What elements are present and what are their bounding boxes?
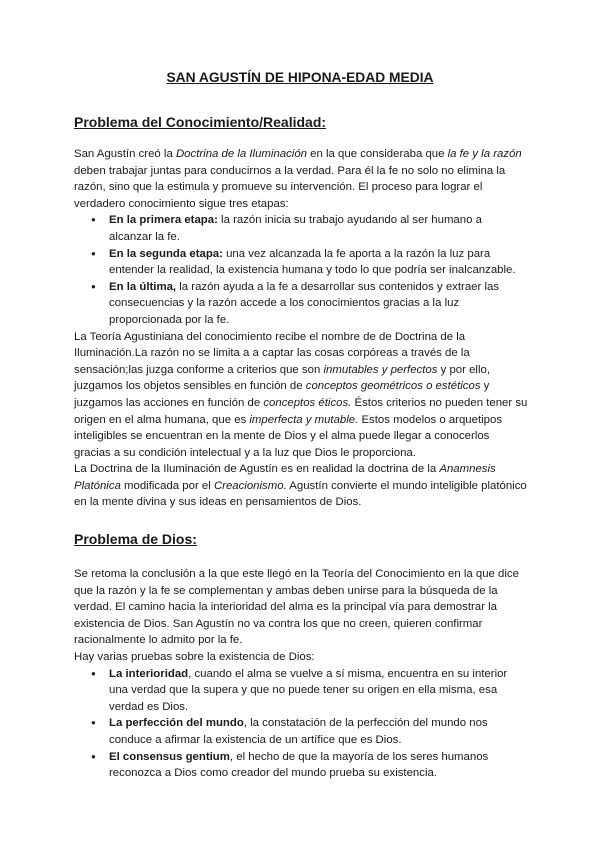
- proofs-lead: Hay varias pruebas sobre la existencia de Dios:: [74, 650, 315, 663]
- section-heading-knowledge: Problema del Conocimiento/Realidad:: [74, 114, 327, 130]
- list-item: ● El consensus gentium, el hecho de que la mayoría de los seres humanos reconozca a Dios como creador del mundo prueba su existencia.: [74, 749, 528, 782]
- document-title: SAN AGUSTÍN DE HIPONA-EDAD MEDIA: [166, 70, 434, 85]
- list-item: ● La interioridad, cuando el alma se vuelve a sí misma, encuentra en su interior una verdad que la supera y que no puede tener su origen en ella misma, esa verdad es Dios.: [74, 666, 528, 716]
- proofs-list: [74, 666, 528, 782]
- god-intro-paragraph: Se retoma la conclusión a la que este llegó en la Teoría del Conocimiento en la que dice que la razón y la fe se complementan y ambas deben unirse para la búsqueda de la verdad. El camino hacia la interioridad del alma es la principal vía para demostrar la existencia de Dios. San Agustín no va contra los que no creen, quieren confirmar racionalmente lo admito por la fe.: [74, 568, 519, 647]
- knowledge-intro-paragraph: San Agustín creó la Doctrina de la Iluminación en la que consideraba que la fe y la razón deben trabajar juntas para conducirnos a la verdad. Para él la fe no solo no elimina la razón, sino que la estimula y promueve su intervención. El proceso para lograr el verdadero conocimiento sigue tres etapas:: [74, 148, 522, 210]
- list-item: ● En la última, la razón ayuda a la fe a desarrollar sus contenidos y extraer las consecuencias y la razón accede a los conocimientos gracias a la luz proporcionada por la fe.: [74, 279, 528, 329]
- theory-paragraph: La Teoría Agustiniana del conocimiento recibe el nombre de de Doctrina de la Iluminación.La razón no se limita a a captar las cosas corpóreas a través de la sensación;las juzga conforme a criterios que son inmutables y perfectos y por ello, juzgamos los objetos sensibles en función de conceptos geométricos o estéticos y juzgamos las acciones en función de conceptos éticos. Éstos criterios no pueden tener su origen en el alma humana, que es imperfecta y mutable. Estos modelos o arquetipos inteligibles se encuentran en la mente de Dios y el alma puede llegar a conocerlos gracias a su condición intelectual y a la luz que Dios le proporciona.: [74, 330, 528, 459]
- god-section-body: [74, 566, 528, 782]
- doctrine-paragraph: La Doctrina de la Iluminación de Agustín es en realidad la doctrina de la Anamnesis Platónica modificada por el Creacionismo. Agustín convierte el mundo inteligible platónico en la mente divina y sus ideas en pensamientos de Dios.: [74, 463, 527, 509]
- list-item: ● En la primera etapa: la razón inicia su trabajo ayudando al ser humano a alcanzar la fe.: [74, 212, 528, 245]
- list-item: ● La perfección del mundo, la constatación de la perfección del mundo nos conduce a afirmar la existencia de un artífice que es Dios.: [74, 715, 528, 748]
- knowledge-section-body: [74, 146, 528, 511]
- list-item: ● En la segunda etapa: una vez alcanzada la fe aporta a la razón la luz para entender la realidad, la existencia humana y todo lo que podría ser inalcanzable.: [74, 246, 528, 279]
- stages-list: [74, 212, 528, 328]
- section-heading-god: Problema de Dios:: [74, 531, 197, 547]
